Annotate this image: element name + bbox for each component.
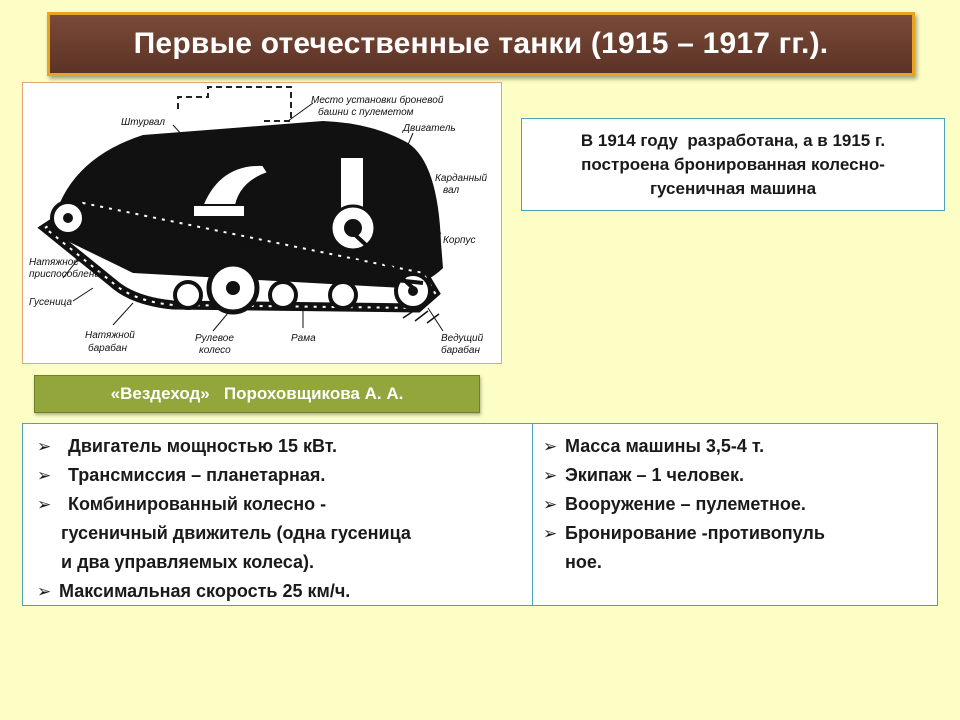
label-turret-2: башни с пулеметом [318, 107, 414, 118]
label-wheel: Штурвал [121, 117, 165, 128]
page-title: Первые отечественные танки (1915 – 1917 гг.). [133, 27, 829, 60]
tank-schematic [23, 83, 501, 363]
arrow-bullet-icon: ➢ [37, 437, 52, 456]
list-item: ➢ Экипаж – 1 человек. [543, 461, 937, 490]
tank-drawing [22, 82, 502, 364]
list-item-continuation: и два управляемых колеса). [61, 552, 314, 572]
label-track: Гусеница [29, 297, 73, 308]
list-item: ➢ Максимальная скорость 25 км/ч. [37, 577, 533, 606]
arrow-bullet-icon: ➢ [37, 495, 52, 514]
label-steer-2: колесо [199, 345, 231, 356]
specs-list-right [532, 423, 938, 606]
arrow-bullet-icon: ➢ [37, 466, 52, 485]
info-line-2: построена бронированная колесно- [581, 154, 885, 174]
list-item: ➢ Двигатель мощностью 15 кВт. [37, 432, 533, 461]
label-drive: Ведущий [441, 333, 484, 344]
list-item: ➢ Комбинированный колесно - [37, 490, 533, 519]
list-item-continuation: ное. [565, 552, 602, 572]
label-shaft-2: вал [443, 185, 460, 196]
list-item: ➢ Масса машины 3,5-4 т. [543, 432, 937, 461]
info-line-1: В 1914 году разработана, а в 1915 г. [580, 130, 886, 150]
label-drive-2: барабан [441, 345, 480, 356]
label-tensioner-2: приспособление [29, 269, 106, 280]
arrow-bullet-icon: ➢ [543, 524, 558, 543]
label-steer: Рулевое [195, 333, 234, 344]
label-idler-2: барабан [88, 343, 127, 354]
list-item-continuation: гусеничный движитель (одна гусеница [61, 523, 411, 543]
info-box [521, 118, 945, 211]
arrow-bullet-icon: ➢ [543, 466, 558, 485]
label-shaft: Карданный [435, 173, 488, 184]
arrow-bullet-icon: ➢ [543, 495, 558, 514]
info-line-3: гусеничная машина [649, 178, 817, 198]
title-bar [47, 12, 915, 76]
arrow-bullet-icon: ➢ [37, 582, 52, 601]
list-item: ➢ Трансмиссия – планетарная. [37, 461, 533, 490]
caption-box [34, 375, 480, 413]
specs-list-left [22, 423, 534, 606]
label-engine: Двигатель [403, 123, 456, 134]
label-tensioner: Натяжное [29, 257, 79, 268]
label-frame: Рама [291, 333, 316, 344]
label-idler: Натяжной [85, 330, 135, 341]
list-item: ➢ Вооружение – пулеметное. [543, 490, 937, 519]
caption-text: «Вездеход» Пороховщикова А. А. [110, 384, 404, 403]
arrow-bullet-icon: ➢ [543, 437, 558, 456]
label-turret: Место установки броневой [311, 95, 444, 106]
label-hull: Корпус [443, 235, 476, 246]
list-item: ➢ Бронирование -противопуль [543, 519, 937, 548]
